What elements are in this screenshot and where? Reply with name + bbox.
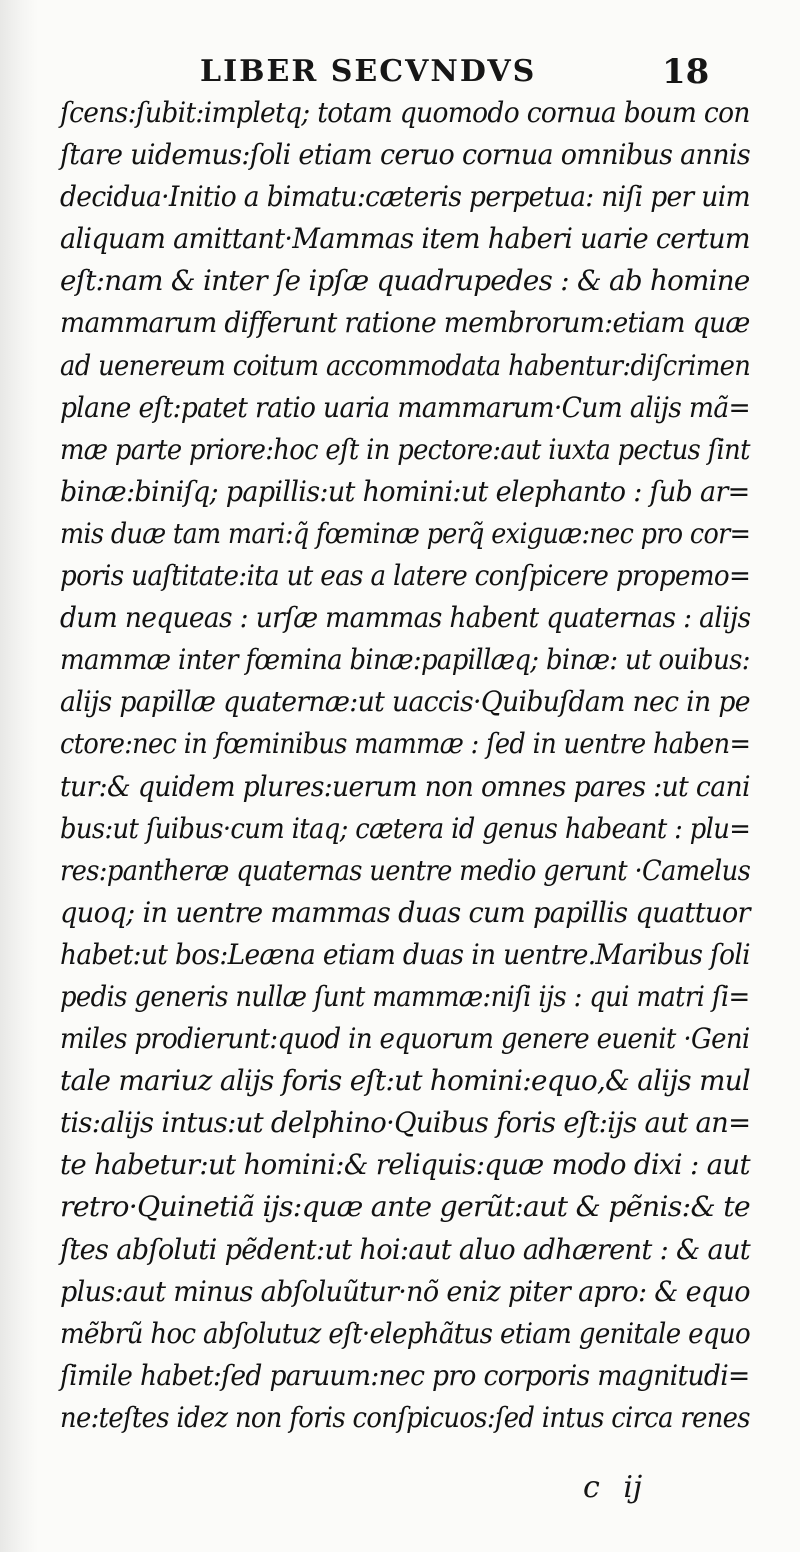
text-line: ad uenereum coitum accommodata habentur:diſcrimen — [60, 348, 751, 382]
text-line: quoq; in uentre mammas duas cum papillis quattuor — [60, 895, 750, 929]
text-line: eſt:nam & inter ſe ipſæ quadrupedes : & ab homine — [60, 264, 750, 298]
text-line: bus:ut ſuibus·cum itaq; cætera id genus habeant : plu= — [60, 811, 751, 845]
text-line: mæ parte priore:hoc eſt in pectore:aut iuxta pectus ſint — [60, 432, 750, 466]
text-line: habet:ut bos:Leæna etiam duas in uentre.Maribus ſoli — [60, 937, 750, 971]
text-line: plus:aut minus abſoluũtur·nõ eniz piter apro: & equo — [60, 1274, 750, 1308]
text-line: res:pantheræ quaternas uentre medio gerunt ·Camelus — [60, 853, 751, 887]
text-line: dum nequeas : urſæ mammas habent quaternas : alijs — [60, 601, 751, 635]
text-line: miles prodierunt:quod in equorum genere euenit ·Geni — [60, 1022, 750, 1056]
text-line: tis:alijs intus:ut delphino·Quibus foris eſt:ijs aut an= — [60, 1106, 751, 1140]
text-line: tur:& quidem plures:uerum non omnes pares :ut cani — [60, 769, 750, 803]
text-line: plane eſt:patet ratio uaria mammarum·Cum alijs mã= — [60, 390, 751, 424]
text-line: ſtare uidemus:ſoli etiam ceruo cornua omnibus annis — [60, 138, 750, 172]
text-line: aliquam amittant·Mammas item haberi uarie certum — [60, 222, 750, 256]
text-line: mammæ inter fœmina binæ:papillæq; binæ: ut ouibus: — [60, 643, 750, 677]
folio-number: 18 — [662, 52, 710, 92]
text-line: te habetur:ut homini:& reliquis:quæ modo dixi : aut — [60, 1148, 750, 1182]
text-line: alijs papillæ quaternæ:ut uaccis·Quibuſdam nec in pe — [60, 685, 750, 719]
signature-mark: c ij — [583, 1470, 643, 1505]
text-line: ſcens:ſubit:impletq; totam quomodo cornua boum con — [60, 96, 750, 129]
text-line: ctore:nec in fœminibus mammæ : ſed in uentre haben= — [60, 727, 751, 761]
text-line: decidua·Initio a bimatu:cæteris perpetua: niſi per uim — [60, 180, 750, 214]
text-line: poris uaſtitate:ita ut eas a latere conſpicere propemo= — [60, 559, 751, 593]
text-line: binæ:biniſq; papillis:ut homini:ut elephanto : ſub ar= — [60, 474, 750, 508]
running-title: LIBER SECVNDVS — [200, 54, 537, 89]
text-line: ſimile habet:ſed paruum:nec pro corporis magnitudi= — [60, 1358, 750, 1392]
text-line: retro·Quinetiã ijs:quæ ante gerũt:aut & pẽnis:& te — [60, 1190, 750, 1224]
page-header — [0, 50, 800, 94]
text-line: tale mariuz alijs foris eſt:ut homini:equo,& alijs mul — [60, 1064, 751, 1098]
gutter-shadow — [0, 0, 38, 1552]
text-line: pedis generis nullæ ſunt mammæ:niſi ijs : qui matri ſi= — [60, 979, 750, 1013]
body-text — [60, 92, 750, 1439]
text-line: ne:teſtes idez non foris conſpicuos:ſed intus circa renes — [60, 1400, 750, 1434]
text-line: mammarum differunt ratione membrorum:etiam quæ — [60, 306, 750, 340]
text-line: mis duæ tam mari:q̃ fœminæ perq̃ exiguæ:nec pro cor= — [60, 516, 751, 550]
text-line: mẽbrũ hoc abſolutuz eſt·elephãtus etiam genitale equo — [60, 1316, 751, 1350]
text-line: ſtes abſoluti pẽdent:ut hoi:aut aluo adhærent : & aut — [60, 1232, 751, 1266]
